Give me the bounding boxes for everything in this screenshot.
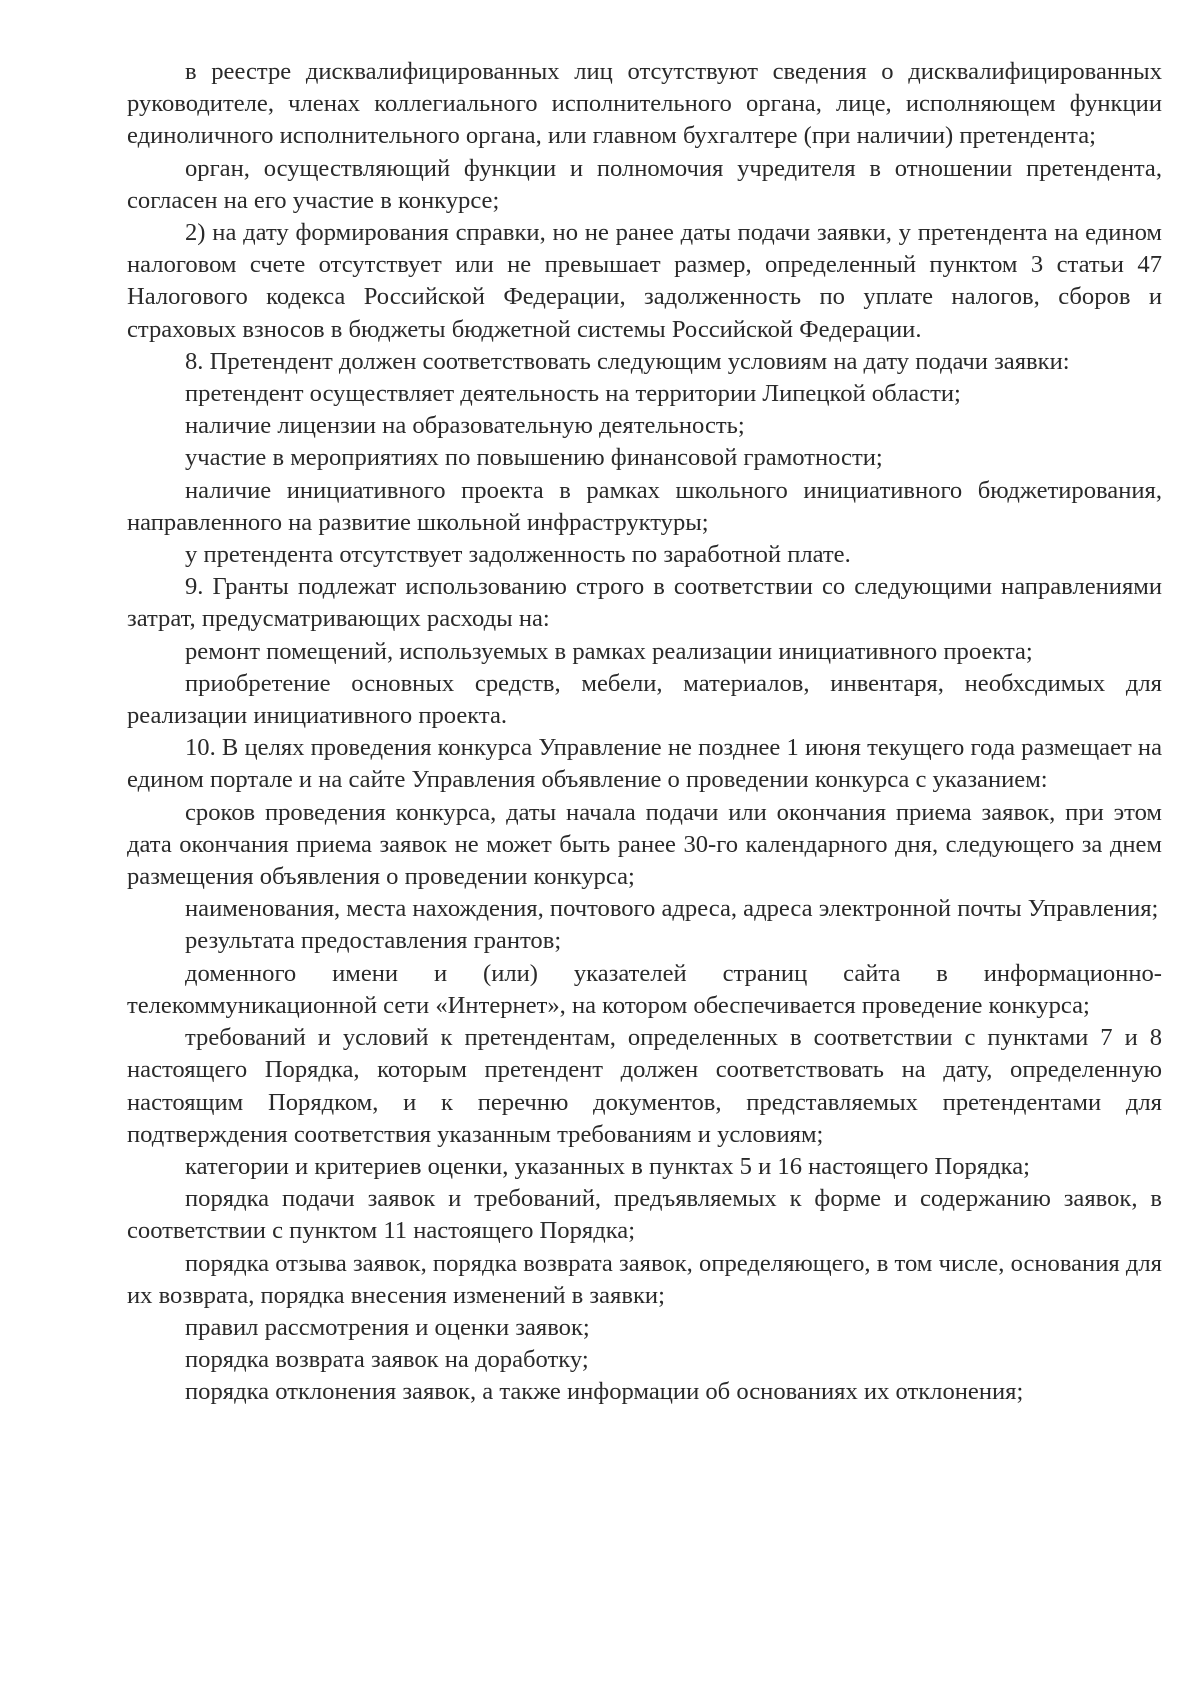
paragraph-acquisition: приобретение основных средств, мебели, материалов, инвентаря, необхсдимых для реализации инициативного проекта. xyxy=(127,669,1162,730)
paragraph-founder-consent: орган, осуществляющий функции и полномочия учредителя в отношении претендента, согласен на его участие в конкурсе; xyxy=(127,154,1162,214)
paragraph-withdrawal-order: порядка отзыва заявок, порядка возврата заявок, определяющего, в том числе, основания для их возврата, порядка внесения изменений в заявки; xyxy=(127,1249,1162,1309)
paragraph-review-rules: правил рассмотрения и оценки заявок; xyxy=(185,1313,590,1341)
paragraph-initiative-project: наличие инициативного проекта в рамках школьного инициативного бюджетирования, направленного на развитие школьной инфраструктуры; xyxy=(127,476,1162,536)
paragraph-criteria: категории и критериев оценки, указанных в пунктах 5 и 16 настоящего Порядка; xyxy=(185,1152,1030,1180)
paragraph-item-9: 9. Гранты подлежат использованию строго в соответствии со следующими направлениями затрат, предусматривающих расходы на: xyxy=(127,573,1162,633)
paragraph-domain-name: доменного имени и (или) указателей страниц сайта в информационно-телекоммуникационной сети «Интернет», на котором обеспечивается проведение конкурса; xyxy=(127,959,1162,1019)
paragraph-financial-literacy: участие в мероприятиях по повышению финансовой грамотности; xyxy=(185,444,883,472)
paragraph-lipetsk-territory: претендент осуществляет деятельность на территории Липецкой области; xyxy=(185,380,961,408)
document-body xyxy=(127,56,1162,1409)
paragraph-management-address: наименования, места нахождения, почтового адреса, адреса электронной почты Управления; xyxy=(185,895,1159,923)
paragraph-requirements: требований и условий к претендентам, определенных в соответствии с пунктами 7 и 8 настоящего Порядка, которым претендент должен соответствовать на дату, определенную настоящим Порядком, и к перечню документов, представляемых претендентами для подтверждения соответствия указанным требованиям и условиям; xyxy=(127,1024,1162,1148)
paragraph-license: наличие лицензии на образовательную деятельность; xyxy=(185,412,745,440)
paragraph-no-salary-debt: у претендента отсутствует задолженность по заработной плате. xyxy=(185,541,851,569)
paragraph-item-10: 10. В целях проведения конкурса Управление не позднее 1 июня текущего года размещает на едином портале и на сайте Управления объявление о проведении конкурса с указанием: xyxy=(127,734,1162,794)
paragraph-grant-result: результата предоставления грантов; xyxy=(185,927,562,955)
paragraph-disqualified-registry: в реестре дисквалифицированных лиц отсутствуют сведения о дисквалифицированных руководителе, членах коллегиального исполнительного органа, лице, исполняющем функции единоличного исполнительного органа, или главном бухгалтере (при наличии) претендента; xyxy=(127,58,1162,150)
paragraph-return-for-revision: порядка возврата заявок на доработку; xyxy=(185,1346,589,1374)
paragraph-submission-order: порядка подачи заявок и требований, предъявляемых к форме и содержанию заявок, в соответствии с пунктом 11 настоящего Порядка; xyxy=(127,1185,1162,1245)
paragraph-tax-debt: 2) на дату формирования справки, но не ранее даты подачи заявки, у претендента на едином налоговом счете отсутствует или не превышает размер, определенный пунктом 3 статьи 47 Налогового кодекса Российской Федерации, задолженность по уплате налогов, сборов и страховых взносов в бюджеты бюджетной системы Российской Федерации. xyxy=(127,219,1162,343)
paragraph-item-8: 8. Претендент должен соответствовать следующим условиям на дату подачи заявки: xyxy=(185,347,1070,375)
paragraph-contest-terms: сроков проведения конкурса, даты начала подачи или окончания приема заявок, при этом дата окончания приема заявок не может быть ранее 30-го календарного дня, следующего за днем размещения объявления о проведении конкурса; xyxy=(127,798,1162,891)
paragraph-repair: ремонт помещений, используемых в рамках реализации инициативного проекта; xyxy=(185,637,1033,665)
paragraph-rejection-order: порядка отклонения заявок, а также информации об основаниях их отклонения; xyxy=(185,1378,1024,1406)
